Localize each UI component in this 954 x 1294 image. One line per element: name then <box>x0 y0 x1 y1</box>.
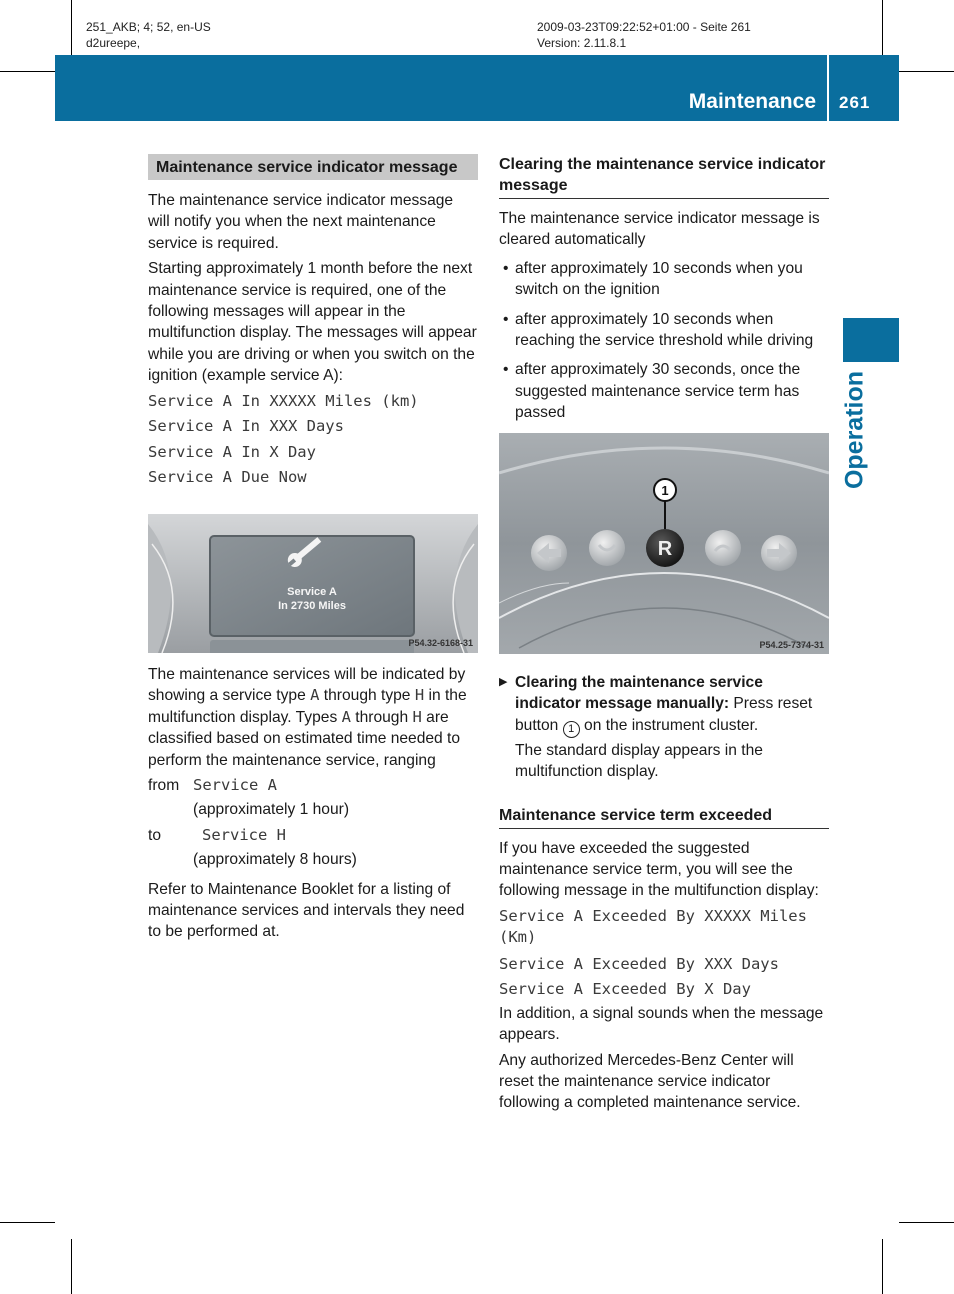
button-letter: R <box>657 538 673 560</box>
range-from <box>148 775 480 796</box>
paragraph <box>148 664 480 771</box>
display-message: Service A In XXX Days <box>148 417 344 436</box>
crop-mark <box>0 1222 55 1223</box>
text-run: are classified based on estimated time needed to perform the maintenance service, ranging <box>148 708 461 769</box>
left-column-lower <box>148 664 480 947</box>
range-value: Service H <box>202 825 286 844</box>
chapter-tab-label: Operation <box>840 370 869 490</box>
crop-mark <box>882 1239 883 1294</box>
display-message: Service A Due Now <box>148 468 307 487</box>
print-meta-left <box>86 19 211 51</box>
crop-mark <box>899 1222 954 1223</box>
section-heading: Clearing the maintenance service indicator message <box>499 154 829 199</box>
figure-code: P54.32-6168-31 <box>408 638 473 648</box>
left-column <box>148 154 478 491</box>
range-label: from <box>148 777 180 795</box>
paragraph: In addition, a signal sounds when the message appears. <box>499 1004 824 1044</box>
banner-divider <box>827 55 829 121</box>
paragraph: Refer to Maintenance Booklet for a listing of maintenance services and intervals they need to be performed at. <box>148 880 465 941</box>
paragraph: If you have exceeded the suggested maintenance service term, you will see the following message in the multifunction display: <box>499 839 819 900</box>
meta-line: 251_AKB; 4; 52, en-US <box>86 20 211 34</box>
crop-mark <box>882 0 883 55</box>
text-run: The maintenance services will be indicated by showing a service type <box>148 666 466 705</box>
service-range <box>148 775 480 871</box>
range-to <box>148 825 480 846</box>
right-column <box>499 154 829 432</box>
chapter-tab <box>830 370 880 490</box>
service-code: A <box>310 686 320 705</box>
range-value: Service A <box>193 776 277 795</box>
arrow-left-icon <box>531 535 567 571</box>
service-code: H <box>412 707 422 726</box>
service-code: A <box>341 707 351 726</box>
callout-marker <box>654 479 676 501</box>
step-arrow-icon: ▶ <box>499 676 508 688</box>
range-label: to <box>148 826 162 844</box>
instrument-cluster-art <box>499 433 829 654</box>
display-message: Service A Exceeded By X Day <box>499 980 751 999</box>
callout-ref: 1 <box>563 721 580 738</box>
instruction-label: Clearing the maintenance service indicator message manually: <box>515 674 763 713</box>
section-title: Maintenance <box>688 90 816 113</box>
paragraph: Starting approximately 1 month before the next maintenance service is required, one of the following messages will appear in the multifunction display. The messages will appear while you are driving or when you switch on the ignition (example service A): <box>148 260 477 385</box>
message-list <box>148 389 478 491</box>
phone-accept-icon <box>589 530 625 566</box>
text-run: Press reset button <box>515 695 813 734</box>
display-message: Service A Exceeded By XXXXX Miles (Km) <box>499 906 807 946</box>
paragraph: The maintenance service indicator message is cleared automatically <box>499 210 820 249</box>
instruction-text <box>515 672 829 738</box>
meta-line: d2ureepe, <box>86 36 141 50</box>
text-run: in the multifunction display. Types <box>148 687 467 726</box>
crop-mark <box>71 0 72 55</box>
crop-mark <box>0 71 55 72</box>
right-column-lower <box>499 672 829 1118</box>
chapter-tab-marker <box>843 318 899 362</box>
paragraph: The maintenance service indicator message will notify you when the next maintenance service is required. <box>148 192 454 252</box>
crop-mark <box>71 1239 72 1294</box>
display-photo <box>148 514 478 653</box>
instrument-cluster-photo <box>499 433 829 654</box>
text-run: on the instrument cluster. <box>579 716 759 734</box>
display-line: In 2730 Miles <box>278 600 346 612</box>
range-note: (approximately 1 hour) <box>193 801 350 819</box>
paragraph: Any authorized Mercedes-Benz Center will reset the maintenance service indicator following a completed maintenance service. <box>499 1051 801 1112</box>
text-run: through type <box>319 687 415 705</box>
display-message: Service A In XXXXX Miles (km) <box>148 391 419 410</box>
crop-mark <box>899 71 954 72</box>
print-meta-right <box>537 19 751 51</box>
arrow-right-icon <box>761 535 797 571</box>
section-banner <box>55 55 899 121</box>
display-message: Service A In X Day <box>148 442 316 461</box>
page-number: 261 <box>839 93 871 112</box>
list-item: • after approximately 10 seconds when you switch on the ignition <box>499 258 829 301</box>
figure-code: P54.25-7374-31 <box>759 640 824 650</box>
display-photo-art <box>148 514 478 653</box>
service-code: H <box>414 686 425 705</box>
section-heading: Maintenance service term exceeded <box>499 805 829 829</box>
callout-number: 1 <box>661 483 669 498</box>
list-item: • after approximately 30 seconds, once the suggested maintenance service term has passed <box>499 359 829 423</box>
text-run: through <box>350 708 413 726</box>
display-message: Service A Exceeded By XXX Days <box>499 954 779 973</box>
meta-line: Version: 2.11.8.1 <box>537 36 627 50</box>
instruction-step <box>499 672 829 783</box>
section-heading: Maintenance service indicator message <box>148 154 478 180</box>
range-note: (approximately 8 hours) <box>193 851 357 869</box>
message-list <box>499 906 829 1003</box>
meta-line: 2009-03-23T09:22:52+01:00 - Seite 261 <box>537 20 751 34</box>
display-line: Service A <box>287 586 337 598</box>
instruction-result: The standard display appears in the multifunction display. <box>515 741 763 781</box>
phone-end-icon <box>705 530 741 566</box>
list-item: • after approximately 10 seconds when reaching the service threshold while driving <box>499 309 829 352</box>
